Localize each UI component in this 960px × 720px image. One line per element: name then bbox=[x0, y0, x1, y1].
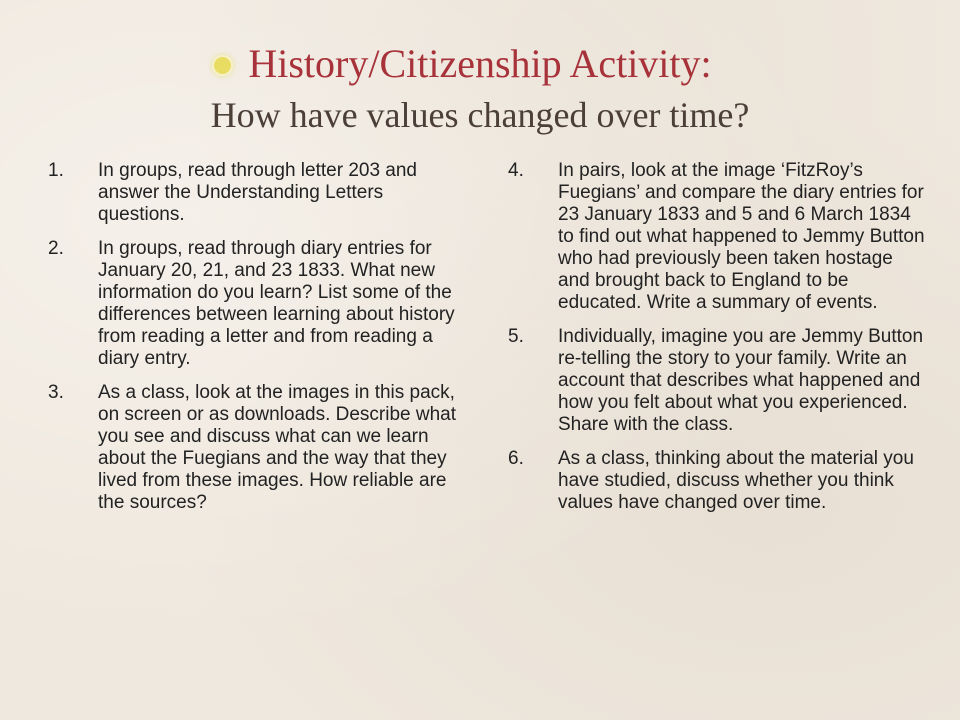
item-text: In groups, read through diary entries for January 20, 21, and 23 1833. What new information do you learn? List some of the differences between learning about history from reading a letter and from reading a diary entry. bbox=[98, 238, 455, 369]
item-text: As a class, thinking about the material you have studied, discuss whether you think values have changed over time. bbox=[558, 448, 914, 513]
title-line-1-text: History/Citizenship Activity: bbox=[248, 41, 712, 86]
item-number: 2. bbox=[48, 238, 64, 259]
right-activity-list bbox=[508, 160, 928, 526]
item-text: In pairs, look at the image ‘FitzRoy’s Fuegians’ and compare the diary entries for 23 January 1833 and 5 and 6 March 1834 to find out what happened to Jemmy Button who had previously been taken hostage and brought back to England to be educated. Write a summary of events. bbox=[558, 160, 925, 313]
item-number: 5. bbox=[508, 326, 524, 347]
activity-item-2 bbox=[48, 238, 468, 370]
bullet-dot-icon bbox=[214, 57, 231, 74]
activity-item-4 bbox=[508, 160, 928, 314]
item-number: 4. bbox=[508, 160, 524, 181]
activity-item-3 bbox=[48, 382, 468, 514]
title-line-1 bbox=[248, 40, 711, 88]
item-number: 6. bbox=[508, 448, 524, 469]
item-number: 1. bbox=[48, 160, 64, 181]
activity-item-1 bbox=[48, 160, 468, 226]
item-number: 3. bbox=[48, 382, 64, 403]
title-line-2: How have values changed over time? bbox=[210, 95, 750, 135]
item-text: In groups, read through letter 203 and answer the Understanding Letters questions. bbox=[98, 160, 418, 225]
slide-title bbox=[0, 40, 960, 138]
left-activity-list bbox=[48, 160, 468, 526]
activity-item-6 bbox=[508, 448, 928, 514]
activity-item-5 bbox=[508, 326, 928, 436]
item-text: Individually, imagine you are Jemmy Button re-telling the story to your family. Write an account that describes what happened and how you felt about what you experienced. Share with the class. bbox=[558, 326, 924, 435]
item-text: As a class, look at the images in this pack, on screen or as downloads. Describe what you see and discuss what can we learn about the Fuegians and the way that they lived from these images. How reliable are the sources? bbox=[98, 382, 457, 513]
